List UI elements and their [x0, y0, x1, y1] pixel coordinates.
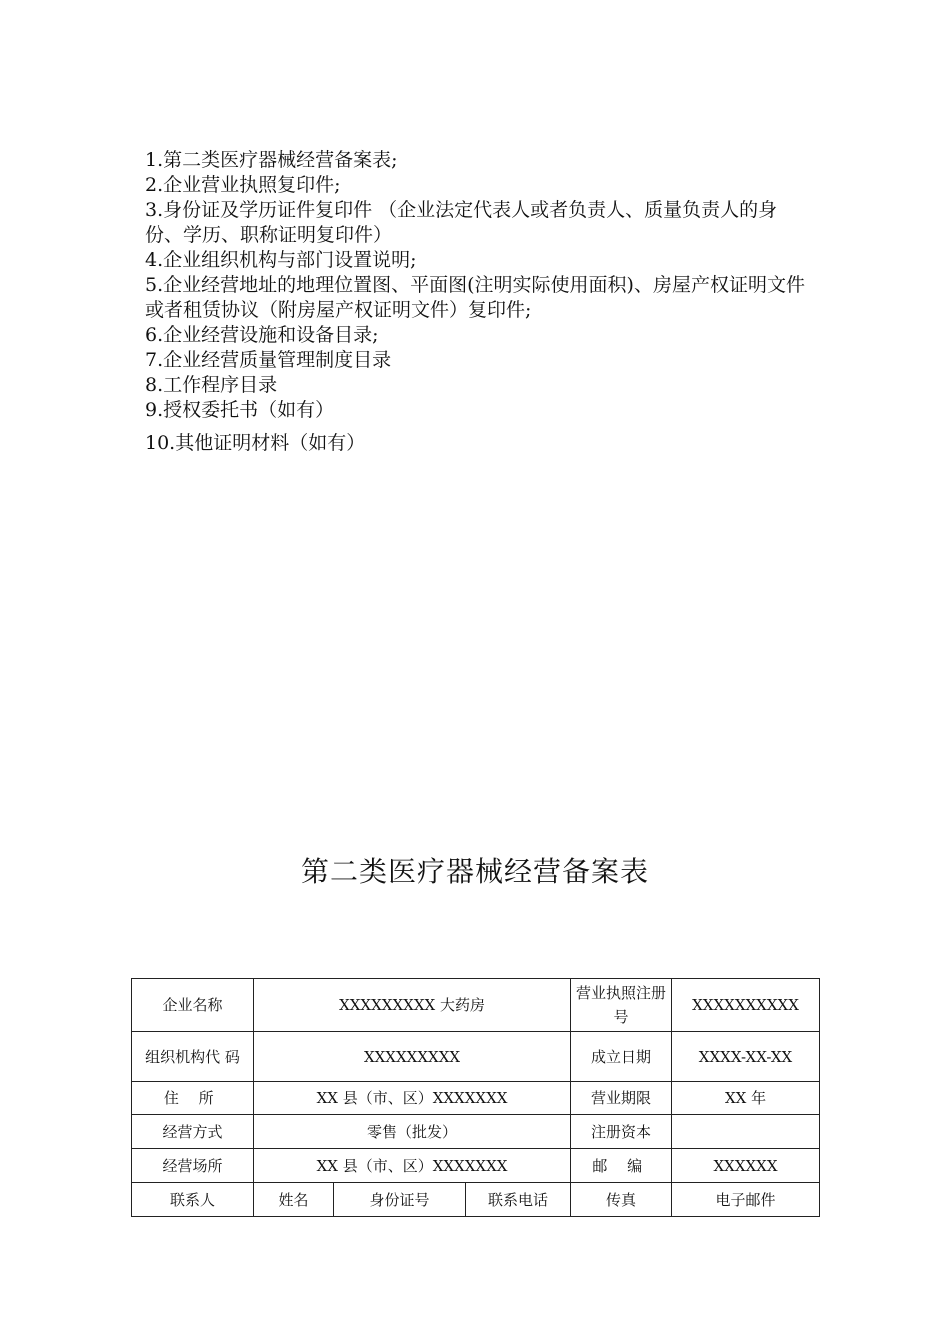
term-value: XX 年 [672, 1082, 820, 1115]
list-item: 9.授权委托书（如有） [145, 399, 335, 421]
residence-label: 住 所 [132, 1082, 254, 1115]
form-title: 第二类医疗器械经营备案表 [300, 855, 649, 888]
list-item: 5.企业经营地址的地理位置图、平面图(注明实际使用面积)、房屋产权证明文件或者租赁协议（附房屋产权证明文件）复印件; [145, 274, 805, 321]
list-item: 1.第二类医疗器械经营备案表; [145, 149, 398, 171]
founded-label: 成立日期 [571, 1032, 672, 1082]
list-item: 3.身份证及学历证件复印件 （企业法定代表人或者负责人、质量负责人的身份、学历、职称证明复印件） [145, 199, 778, 246]
mode-label: 经营方式 [132, 1115, 254, 1149]
founded-value: XXXX-XX-XX [672, 1032, 820, 1082]
materials-list [145, 148, 815, 456]
postcode-label: 邮 编 [571, 1149, 672, 1183]
list-item: 8.工作程序目录 [145, 374, 278, 396]
company-name-label: 企业名称 [132, 979, 254, 1032]
org-code-value: XXXXXXXXX [254, 1032, 571, 1082]
list-item: 7.企业经营质量管理制度目录 [145, 349, 392, 371]
email-header: 电子邮件 [672, 1183, 820, 1217]
list-item: 2.企业营业执照复印件; [145, 174, 341, 196]
residence-value: XX 县（市、区）XXXXXXX [254, 1082, 571, 1115]
mode-value: 零售（批发） [254, 1115, 571, 1149]
list-item: 6.企业经营设施和设备目录; [145, 324, 379, 346]
license-value: XXXXXXXXXX [672, 979, 820, 1032]
license-label: 营业执照注册号 [571, 979, 672, 1032]
id-header: 身份证号 [334, 1183, 466, 1217]
list-item: 10.其他证明材料（如有） [145, 432, 366, 454]
org-code-label: 组织机构代 码 [132, 1032, 254, 1082]
fax-header: 传真 [571, 1183, 672, 1217]
postcode-value: XXXXXX [672, 1149, 820, 1183]
contact-label: 联系人 [132, 1183, 254, 1217]
site-label: 经营场所 [132, 1149, 254, 1183]
list-item: 4.企业组织机构与部门设置说明; [145, 249, 417, 271]
term-label: 营业期限 [571, 1082, 672, 1115]
filing-form-table [131, 978, 820, 1217]
capital-value [672, 1115, 820, 1149]
phone-header: 联系电话 [466, 1183, 571, 1217]
site-value: XX 县（市、区）XXXXXXX [254, 1149, 571, 1183]
company-name-value: XXXXXXXXX 大药房 [254, 979, 571, 1032]
name-header: 姓名 [254, 1183, 334, 1217]
capital-label: 注册资本 [571, 1115, 672, 1149]
